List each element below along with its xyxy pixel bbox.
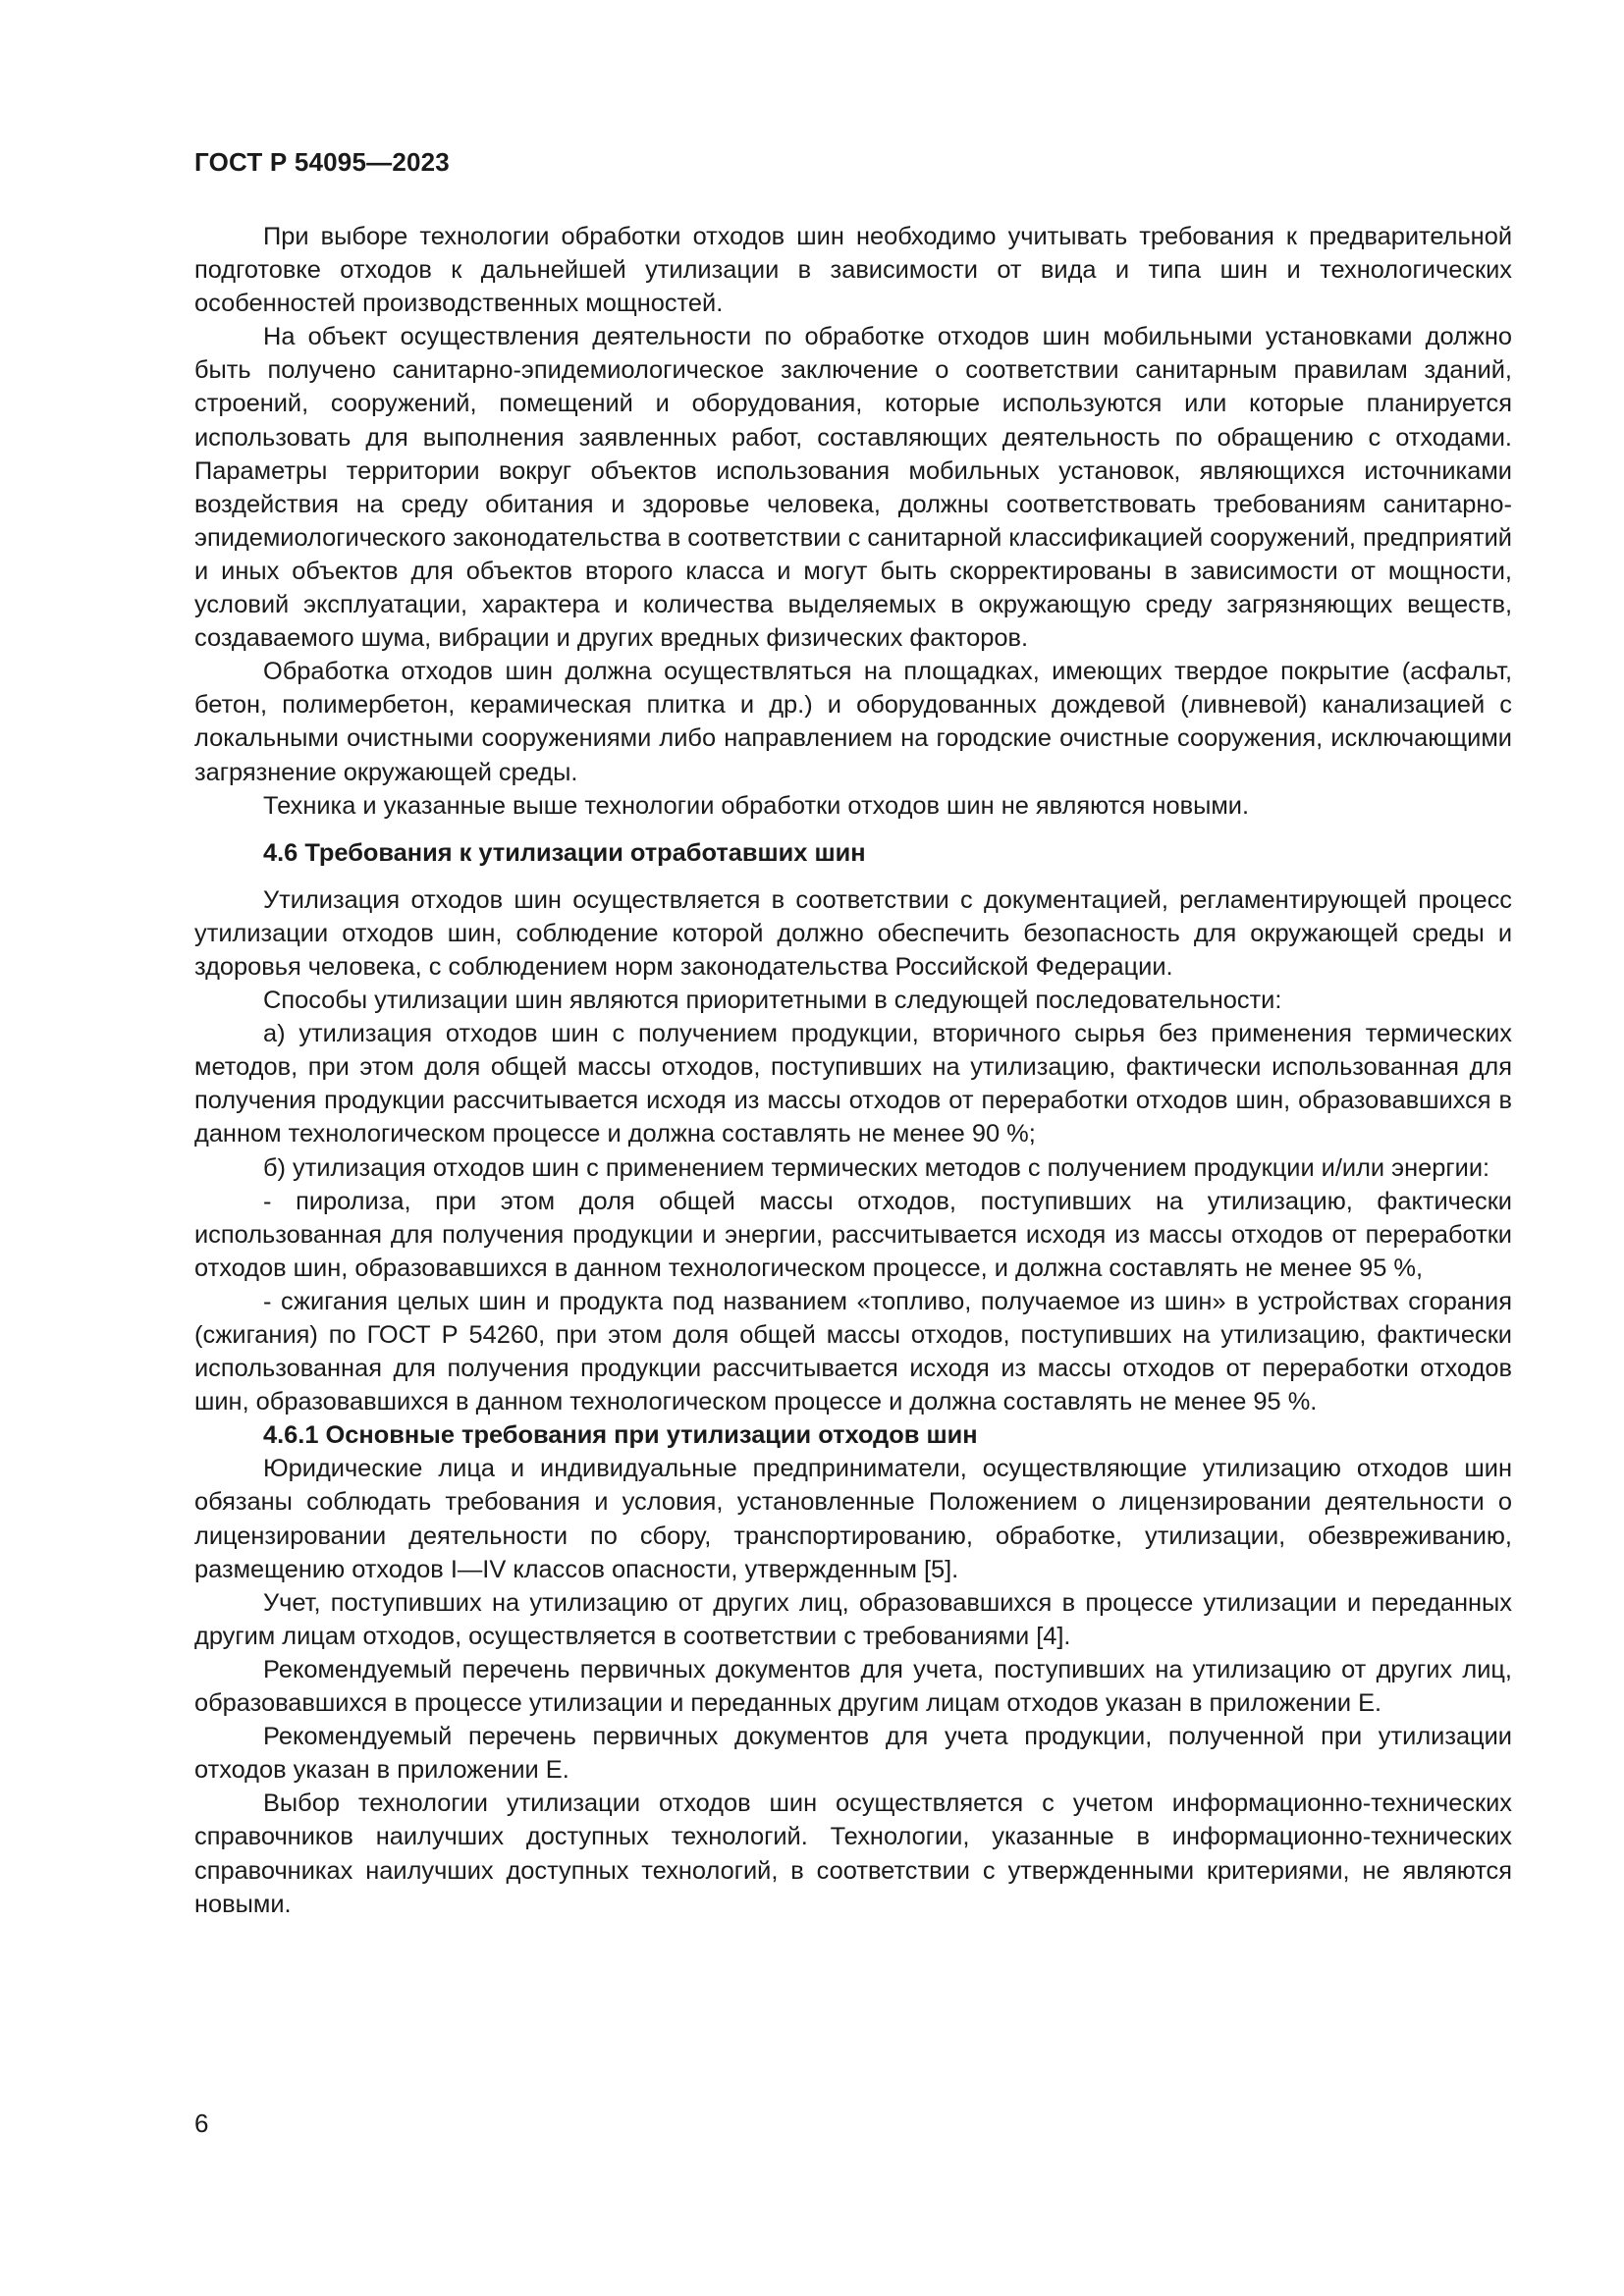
paragraph: На объект осуществления деятельности по обработке отходов шин мобильными установками должно быть получено санитарно-эпидемиологическое заключение о соответствии санитарным правилам зданий, строений, сооружений, помещений и оборудования, которые используются или которые планируется использовать для выполнения заявленных работ, составляющих деятельность по обращению с отходами. Параметры территории вокруг объектов использования мобильных установок, являющихся источниками воздействия на среду обитания и здоровье человека, должны соответствовать требованиям санитарно-эпидемиологического законодательства в соответствии с санитарной классификацией сооружений, предприятий и иных объектов для объектов второго класса и могут быть скорректированы в зависимости от мощности, условий эксплуатации, характера и количества выделяемых в окружающую среду загрязняющих веществ, создаваемого шума, вибрации и других вредных физических факторов. — [194, 323, 1512, 653]
list-item: б) утилизация отходов шин с применением термических методов с получением продукции и/или энергии: — [263, 1153, 1490, 1182]
subsection-heading: 4.6.1 Основные требования при утилизации отходов шин — [263, 1421, 978, 1450]
paragraph: Техника и указанные выше технологии обработки отходов шин не являются новыми. — [263, 791, 1250, 820]
paragraph: Обработка отходов шин должна осуществляться на площадках, имеющих твердое покрытие (асфальт, бетон, полимербетон, керамическая плитка и др.) и оборудованных дождевой (ливневой) канализацией с локальными очистными сооружениями либо направлением на городские очистные сооружения, исключающими загрязнение окружающей среды. — [194, 658, 1512, 786]
paragraph: При выборе технологии обработки отходов шин необходимо учитывать требования к предварительной подготовке отходов к дальнейшей утилизации в зависимости от вида и типа шин и технологических особенностей производственных мощностей. — [194, 223, 1512, 318]
list-item: а) утилизация отходов шин с получением продукции, вторичного сырья без применения термических методов, при этом доля общей массы отходов, поступивших на утилизацию, фактически использованная для получения продукции рассчитывается исходя из массы отходов от переработки отходов шин, образовавшихся в данном технологическом процессе и должна составлять не менее 90 %; — [194, 1020, 1512, 1148]
paragraph: Способы утилизации шин являются приоритетными в следующей последовательности: — [263, 987, 1282, 1015]
paragraph: Рекомендуемый перечень первичных документов для учета продукции, полученной при утилизации отходов указан в приложении Е. — [194, 1723, 1512, 1785]
page-number: 6 — [194, 2109, 209, 2138]
document-header: ГОСТ Р 54095—2023 — [194, 147, 450, 177]
document-body — [194, 220, 1512, 1921]
section-heading: 4.6 Требования к утилизации отработавших шин — [263, 838, 866, 867]
paragraph: Учет, поступивших на утилизацию от других лиц, образовавшихся в процессе утилизации и переданных другим лицам отходов, осуществляется в соответствии с требованиями [4]. — [194, 1588, 1512, 1650]
paragraph: Юридические лица и индивидуальные предприниматели, осуществляющие утилизацию отходов шин обязаны соблюдать требования и условия, установленные Положением о лицензировании деятельности о лицензировании деятельности по сбору, транспортированию, обработке, утилизации, обезвреживанию, размещению отходов I—IV классов опасности, утвержденным [5]. — [194, 1455, 1512, 1583]
paragraph: Утилизация отходов шин осуществляется в соответствии с документацией, регламентирующей процесс утилизации отходов шин, соблюдение которой должно обеспечить безопасность для окружающей среды и здоровья человека, с соблюдением норм законодательства Российской Федерации. — [194, 885, 1512, 981]
list-item: - пиролиза, при этом доля общей массы отходов, поступивших на утилизацию, фактически использованная для получения продукции и энергии, рассчитывается исходя из массы отходов от переработки отходов шин, образовавшихся в данном технологическом процессе, и должна составлять не менее 95 %, — [194, 1187, 1512, 1282]
list-item: - сжигания целых шин и продукта под названием «топливо, получаемое из шин» в устройствах сгорания (сжигания) по ГОСТ Р 54260, при этом доля общей массы отходов, поступивших на утилизацию, фактически использованная для получения продукции рассчитывается исходя из массы отходов от переработки отходов шин, образовавшихся в данном технологическом процессе и должна составлять не менее 95 %. — [194, 1287, 1512, 1416]
paragraph: Рекомендуемый перечень первичных документов для учета, поступивших на утилизацию от других лиц, образовавшихся в процессе утилизации и переданных другим лицам отходов указан в приложении Е. — [194, 1655, 1512, 1718]
paragraph: Выбор технологии утилизации отходов шин осуществляется с учетом информационно-технических справочников наилучших доступных технологий. Технологии, указанные в информационно-технических справочниках наилучших доступных технологий, в соответствии с утвержденными критериями, не являются новыми. — [194, 1789, 1512, 1918]
